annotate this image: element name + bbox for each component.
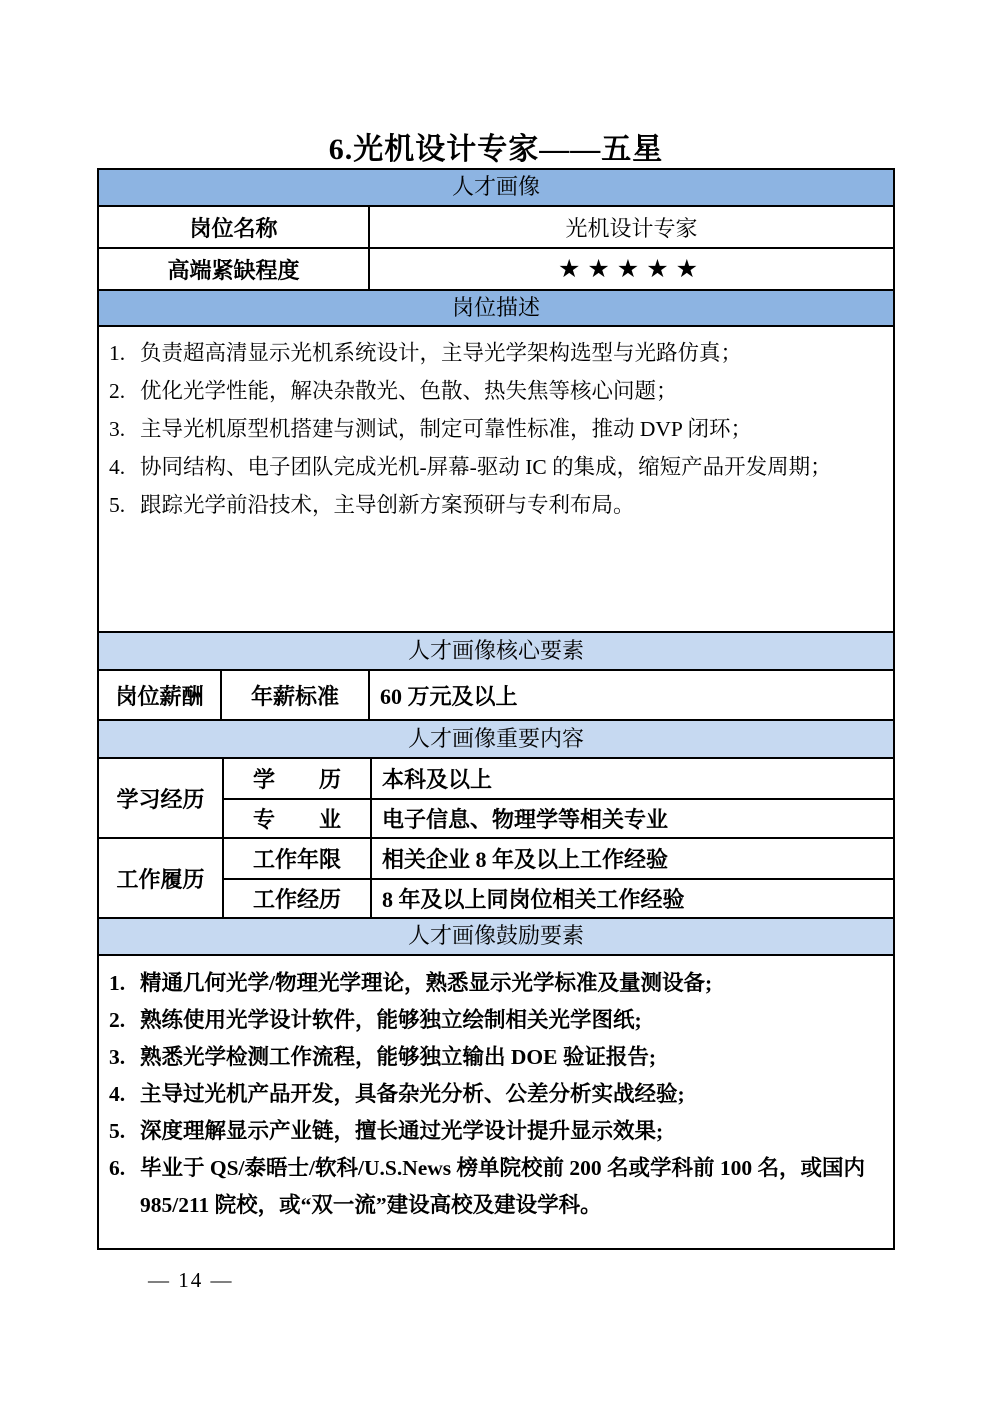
list-item-number: 5.: [109, 1119, 126, 1143]
major-label: 专 业: [224, 800, 372, 837]
work-history-category-label: 工作履历: [99, 839, 224, 917]
list-item-number: 4.: [109, 1082, 126, 1106]
table-row: [99, 205, 893, 247]
annual-salary-label: 年薪标准: [222, 671, 370, 719]
list-item-number: 2.: [109, 379, 126, 403]
list-item-text: 熟悉光学检测工作流程，能够独立输出 DOE 验证报告;: [140, 1045, 657, 1069]
list-item-text: 跟踪光学前沿技术，主导创新方案预研与专利布局。: [140, 493, 635, 517]
list-item-text: 深度理解显示产业链，擅长通过光学设计提升显示效果;: [140, 1119, 664, 1143]
annual-salary-value: 60 万元及以上: [380, 683, 518, 709]
list-item: [107, 372, 885, 410]
list-item-number: 5.: [109, 493, 126, 517]
education-group: [99, 757, 893, 837]
list-item: [107, 486, 885, 524]
work-years-value: 相关企业 8 年及以上工作经验: [382, 847, 669, 872]
list-item-text: 毕业于 QS/泰晤士/软科/U.S.News 榜单院校前 200 名或学科前 100 名，或国内 985/211 院校，或“双一流”建设高校及建设学科。: [140, 1156, 866, 1217]
list-item: [107, 1039, 885, 1076]
list-item-number: 1.: [109, 971, 126, 995]
list-item: [107, 448, 885, 486]
list-item: [107, 1150, 885, 1224]
section-header-talent-profile: 人才画像: [99, 170, 893, 205]
list-item-number: 1.: [109, 341, 126, 365]
salary-row: [99, 669, 893, 719]
list-item: [107, 1002, 885, 1039]
list-item-text: 精通几何光学/物理光学理论，熟悉显示光学标准及量测设备;: [140, 971, 713, 995]
list-item-number: 3.: [109, 1045, 126, 1069]
list-item: [107, 410, 885, 448]
work-experience-value: 8 年及以上同岗位相关工作经验: [382, 887, 685, 912]
list-item-number: 6.: [109, 1156, 126, 1180]
shortage-level-label: 高端紧缺程度: [99, 249, 370, 289]
education-category-label: 学习经历: [99, 759, 224, 837]
job-title-label: 岗位名称: [99, 207, 370, 247]
salary-category-label: 岗位薪酬: [99, 671, 222, 719]
work-years-row: [224, 839, 893, 878]
list-item-text: 负责超高清显示光机系统设计，主导光学架构选型与光路仿真；: [140, 341, 743, 365]
list-item-text: 主导光机原型机搭建与测试，制定可靠性标准，推动 DVP 闭环；: [140, 417, 752, 441]
work-years-label: 工作年限: [224, 839, 372, 878]
page-number: — 14 —: [148, 1268, 234, 1292]
page-title: 6.光机设计专家——五星: [328, 133, 664, 166]
list-item-number: 4.: [109, 455, 126, 479]
degree-label: 学 历: [224, 759, 372, 798]
degree-value: 本科及以上: [382, 767, 493, 792]
list-item: [107, 1113, 885, 1150]
list-item-number: 2.: [109, 1008, 126, 1032]
job-description-list: [99, 325, 893, 631]
section-header-encouragement: 人才画像鼓励要素: [99, 917, 893, 954]
degree-row: [224, 759, 893, 798]
work-experience-label: 工作经历: [224, 880, 372, 917]
section-header-core-elements: 人才画像核心要素: [99, 631, 893, 669]
work-history-group: [99, 837, 893, 917]
star-rating: ★★★★★: [557, 256, 706, 283]
list-item: [107, 965, 885, 1002]
list-item: [107, 1076, 885, 1113]
list-item-number: 3.: [109, 417, 126, 441]
list-item: [107, 334, 885, 372]
list-item-text: 主导过光机产品开发，具备杂光分析、公差分析实战经验;: [140, 1082, 685, 1106]
encouragement-list: [99, 954, 893, 1252]
major-value: 电子信息、物理学等相关专业: [382, 807, 669, 832]
section-header-important-content: 人才画像重要内容: [99, 719, 893, 757]
table-row: [99, 247, 893, 289]
section-header-job-description: 岗位描述: [99, 289, 893, 325]
work-experience-row: [224, 878, 893, 917]
talent-profile-table: [97, 168, 895, 1250]
list-item-text: 协同结构、电子团队完成光机-屏幕-驱动 IC 的集成，缩短产品开发周期；: [140, 455, 832, 479]
major-row: [224, 798, 893, 837]
job-title-value: 光机设计专家: [565, 215, 698, 241]
list-item-text: 优化光学性能，解决杂散光、色散、热失焦等核心问题；: [140, 379, 678, 403]
list-item-text: 熟练使用光学设计软件，能够独立绘制相关光学图纸;: [140, 1008, 642, 1032]
